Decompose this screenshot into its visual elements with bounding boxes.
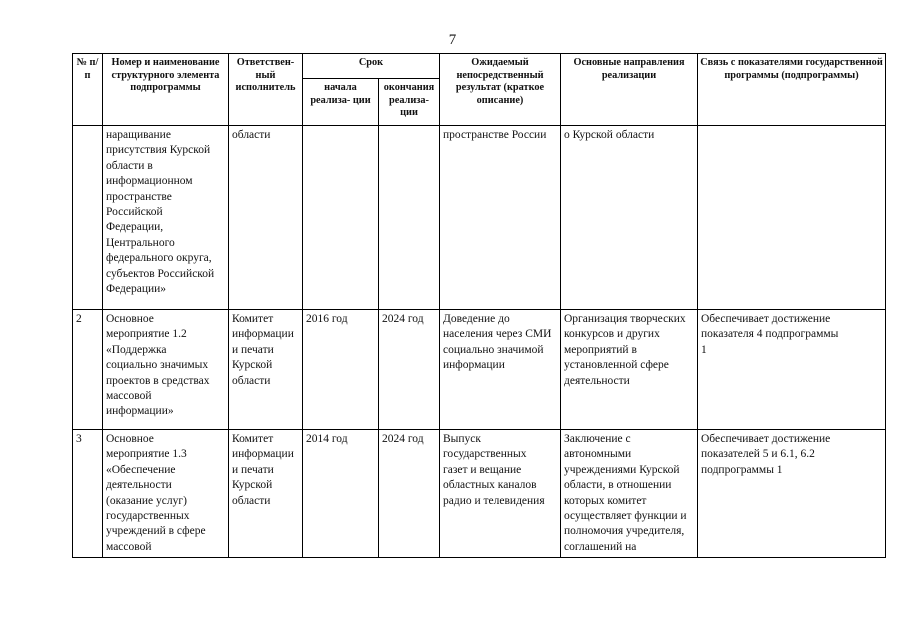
header-directions: Основные направления реализации [561, 54, 698, 126]
table-row [73, 126, 886, 310]
cell-num: 3 [73, 430, 103, 558]
cell-end: 2024 год [379, 310, 440, 430]
cell-start: 2014 год [303, 430, 379, 558]
cell-link: Обеспечивает достижение показателя 4 подпрограммы 1 [698, 310, 886, 430]
table-header-row [73, 54, 886, 79]
cell-directions: Организация творческих конкурсов и других мероприятий в установленной сфере деятельности [561, 310, 698, 430]
header-result: Ожидаемый непосредственный результат (краткое описание) [440, 54, 561, 126]
program-table [72, 53, 886, 558]
header-term: Срок [303, 54, 440, 79]
cell-name: Основное мероприятие 1.3 «Обеспечение деятельности (оказание услуг) государственных учреждений в сфере массовой [103, 430, 229, 558]
cell-executor: области [229, 126, 303, 310]
table-row [73, 430, 886, 558]
header-executor: Ответствен- ный исполнитель [229, 54, 303, 126]
page-number: 7 [448, 32, 457, 48]
cell-result: пространстве России [440, 126, 561, 310]
cell-end: 2024 год [379, 430, 440, 558]
cell-link: Обеспечивает достижение показателей 5 и 6.1, 6.2 подпрограммы 1 [698, 430, 886, 558]
header-term-start: начала реализа- ции [303, 79, 379, 126]
cell-start [303, 126, 379, 310]
cell-num: 2 [73, 310, 103, 430]
cell-directions: о Курской области [561, 126, 698, 310]
header-link: Связь с показателями государственной программы (подпрограммы) [698, 54, 886, 126]
cell-directions: Заключение с автономными учреждениями Курской области, в отношении которых комитет осуществляет функции и полномочия учредителя, соглашений на [561, 430, 698, 558]
cell-name: Основное мероприятие 1.2 «Поддержка социально значимых проектов в средствах массовой информации» [103, 310, 229, 430]
header-name: Номер и наименование структурного элемента подпрограммы [103, 54, 229, 126]
table-row [73, 310, 886, 430]
header-num: № п/п [73, 54, 103, 126]
cell-end [379, 126, 440, 310]
cell-executor: Комитет информации и печати Курской области [229, 310, 303, 430]
cell-executor: Комитет информации и печати Курской области [229, 430, 303, 558]
cell-name: наращивание присутствия Курской области в информационном пространстве Российской Федерации, Центрального федерального округа, субъектов Российской Федерации» [103, 126, 229, 310]
cell-start: 2016 год [303, 310, 379, 430]
cell-link [698, 126, 886, 310]
cell-num [73, 126, 103, 310]
cell-result: Доведение до населения через СМИ социально значимой информации [440, 310, 561, 430]
cell-result: Выпуск государственных газет и вещание областных каналов радио и телевидения [440, 430, 561, 558]
header-term-end: окончания реализа- ции [379, 79, 440, 126]
